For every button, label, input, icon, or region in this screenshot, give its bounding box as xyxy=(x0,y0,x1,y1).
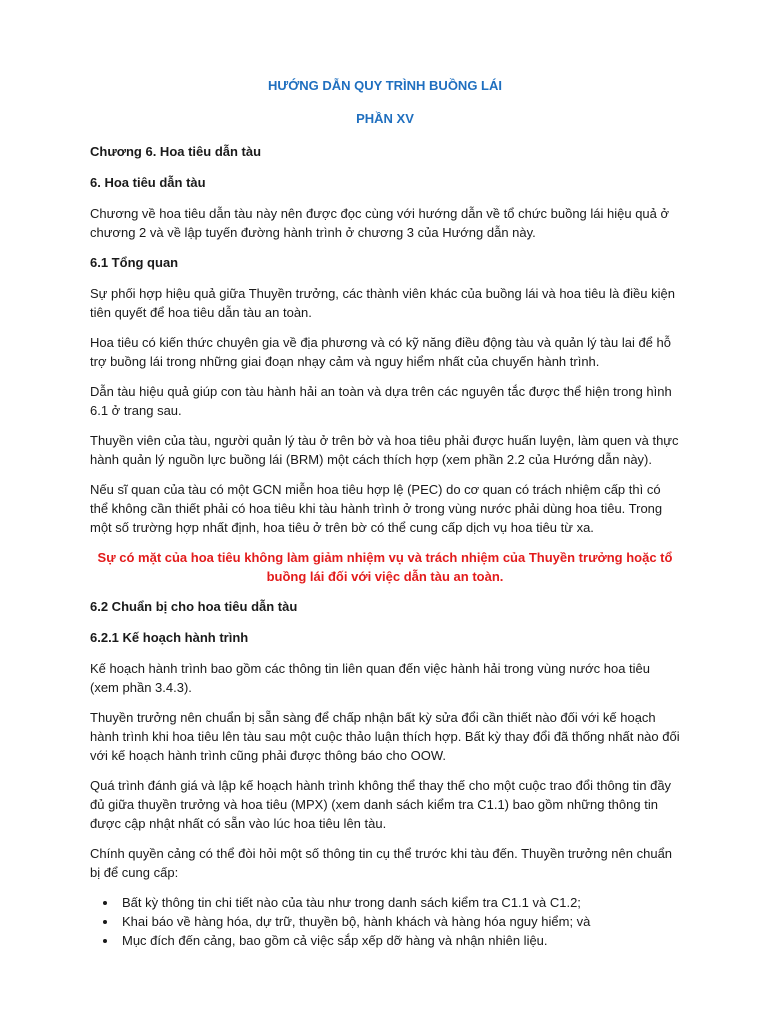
section-6-1-paragraph-1: Sự phối hợp hiệu quả giữa Thuyền trưởng, các thành viên khác của buồng lái và hoa tiêu là điều kiện tiên quyết để hoa tiêu dẫn tàu an toàn. xyxy=(90,286,675,320)
section-6-1-paragraph-5: Nếu sĩ quan của tàu có một GCN miễn hoa tiêu hợp lệ (PEC) do cơ quan có trách nhiệm cấp thì có thể không cần thiết phải có hoa tiêu khi tàu hành trình ở trong vùng nước phải dùng hoa tiêu. Trong một số trường hợp nhất định, hoa tiêu ở trên bờ có thể cung cấp dịch vụ hoa tiêu từ xa. xyxy=(90,482,663,535)
list-item: • Mục đích đến cảng, bao gồm cả việc sắp xếp dỡ hàng và nhận nhiên liệu. xyxy=(118,931,680,950)
intro-paragraph: Chương về hoa tiêu dẫn tàu này nên được đọc cùng với hướng dẫn về tổ chức buồng lái hiệu quả ở chương 2 và về lập tuyến đường hành trình ở chương 3 của Hướng dẫn này. xyxy=(90,206,670,240)
section-6-1-paragraph-3: Dẫn tàu hiệu quả giúp con tàu hành hải an toàn và dựa trên các nguyên tắc được thể hiện trong hình 6.1 ở trang sau. xyxy=(90,384,672,418)
section-6-2-1-heading: 6.2.1 Kế hoạch hành trình xyxy=(90,630,249,645)
list-item: • Khai báo về hàng hóa, dự trữ, thuyền bộ, hành khách và hàng hóa nguy hiểm; và xyxy=(118,912,680,931)
section-6-1-paragraph-2: Hoa tiêu có kiến thức chuyên gia về địa phương và có kỹ năng điều động tàu và quản lý tàu lai để hỗ trợ buồng lái trong những giai đoạn nhạy cảm và nguy hiểm nhất của chuyến hành trình. xyxy=(90,335,671,369)
emphasis-note: Sự có mặt của hoa tiêu không làm giảm nhiệm vụ và trách nhiệm của Thuyền trưởng hoặc tổ buồng lái đối với việc dẫn tàu an toàn. xyxy=(97,550,673,584)
document-part: PHẦN XV xyxy=(356,111,414,126)
document-title: HƯỚNG DẪN QUY TRÌNH BUỒNG LÁI xyxy=(268,78,502,93)
section-6-2-heading: 6.2 Chuẩn bị cho hoa tiêu dẫn tàu xyxy=(90,599,298,614)
section-6-2-1-paragraph-3: Quá trình đánh giá và lập kế hoạch hành trình không thể thay thế cho một cuộc trao đổi thông tin đầy đủ giữa thuyền trưởng và hoa tiêu (MPX) (xem danh sách kiểm tra C1.1) bao gồm những thông tin được cập nhật nhất có sẵn vào lúc hoa tiêu lên tàu. xyxy=(90,778,672,831)
section-6-1-heading: 6.1 Tổng quan xyxy=(90,255,179,270)
list-item: • Bất kỳ thông tin chi tiết nào của tàu như trong danh sách kiểm tra C1.1 và C1.2; xyxy=(118,893,680,912)
document-page xyxy=(90,76,680,950)
section-6-1-paragraph-4: Thuyền viên của tàu, người quản lý tàu ở trên bờ và hoa tiêu phải được huấn luyện, làm quen và thực hành quản lý nguồn lực buồng lái (BRM) một cách thích hợp (xem phần 2.2 của Hướng dẫn này). xyxy=(90,433,679,467)
chapter-heading: Chương 6. Hoa tiêu dẫn tàu xyxy=(90,144,262,159)
section-6-heading: 6. Hoa tiêu dẫn tàu xyxy=(90,175,206,190)
section-6-2-1-paragraph-4: Chính quyền cảng có thể đòi hỏi một số thông tin cụ thể trước khi tàu đến. Thuyền trưởng nên chuẩn bị để cung cấp: xyxy=(90,846,673,880)
requirements-list xyxy=(90,893,680,950)
section-6-2-1-paragraph-2: Thuyền trưởng nên chuẩn bị sẵn sàng để chấp nhận bất kỳ sửa đổi cần thiết nào đối với kế hoạch hành trình khi hoa tiêu lên tàu sau một cuộc thảo luận thích hợp. Bất kỳ thay đổi đã thống nhất nào đối với kế hoạch hành trình cũng phải được thông báo cho OOW. xyxy=(90,710,680,763)
section-6-2-1-paragraph-1: Kế hoạch hành trình bao gồm các thông tin liên quan đến việc hành hải trong vùng nước hoa tiêu (xem phần 3.4.3). xyxy=(90,661,651,695)
